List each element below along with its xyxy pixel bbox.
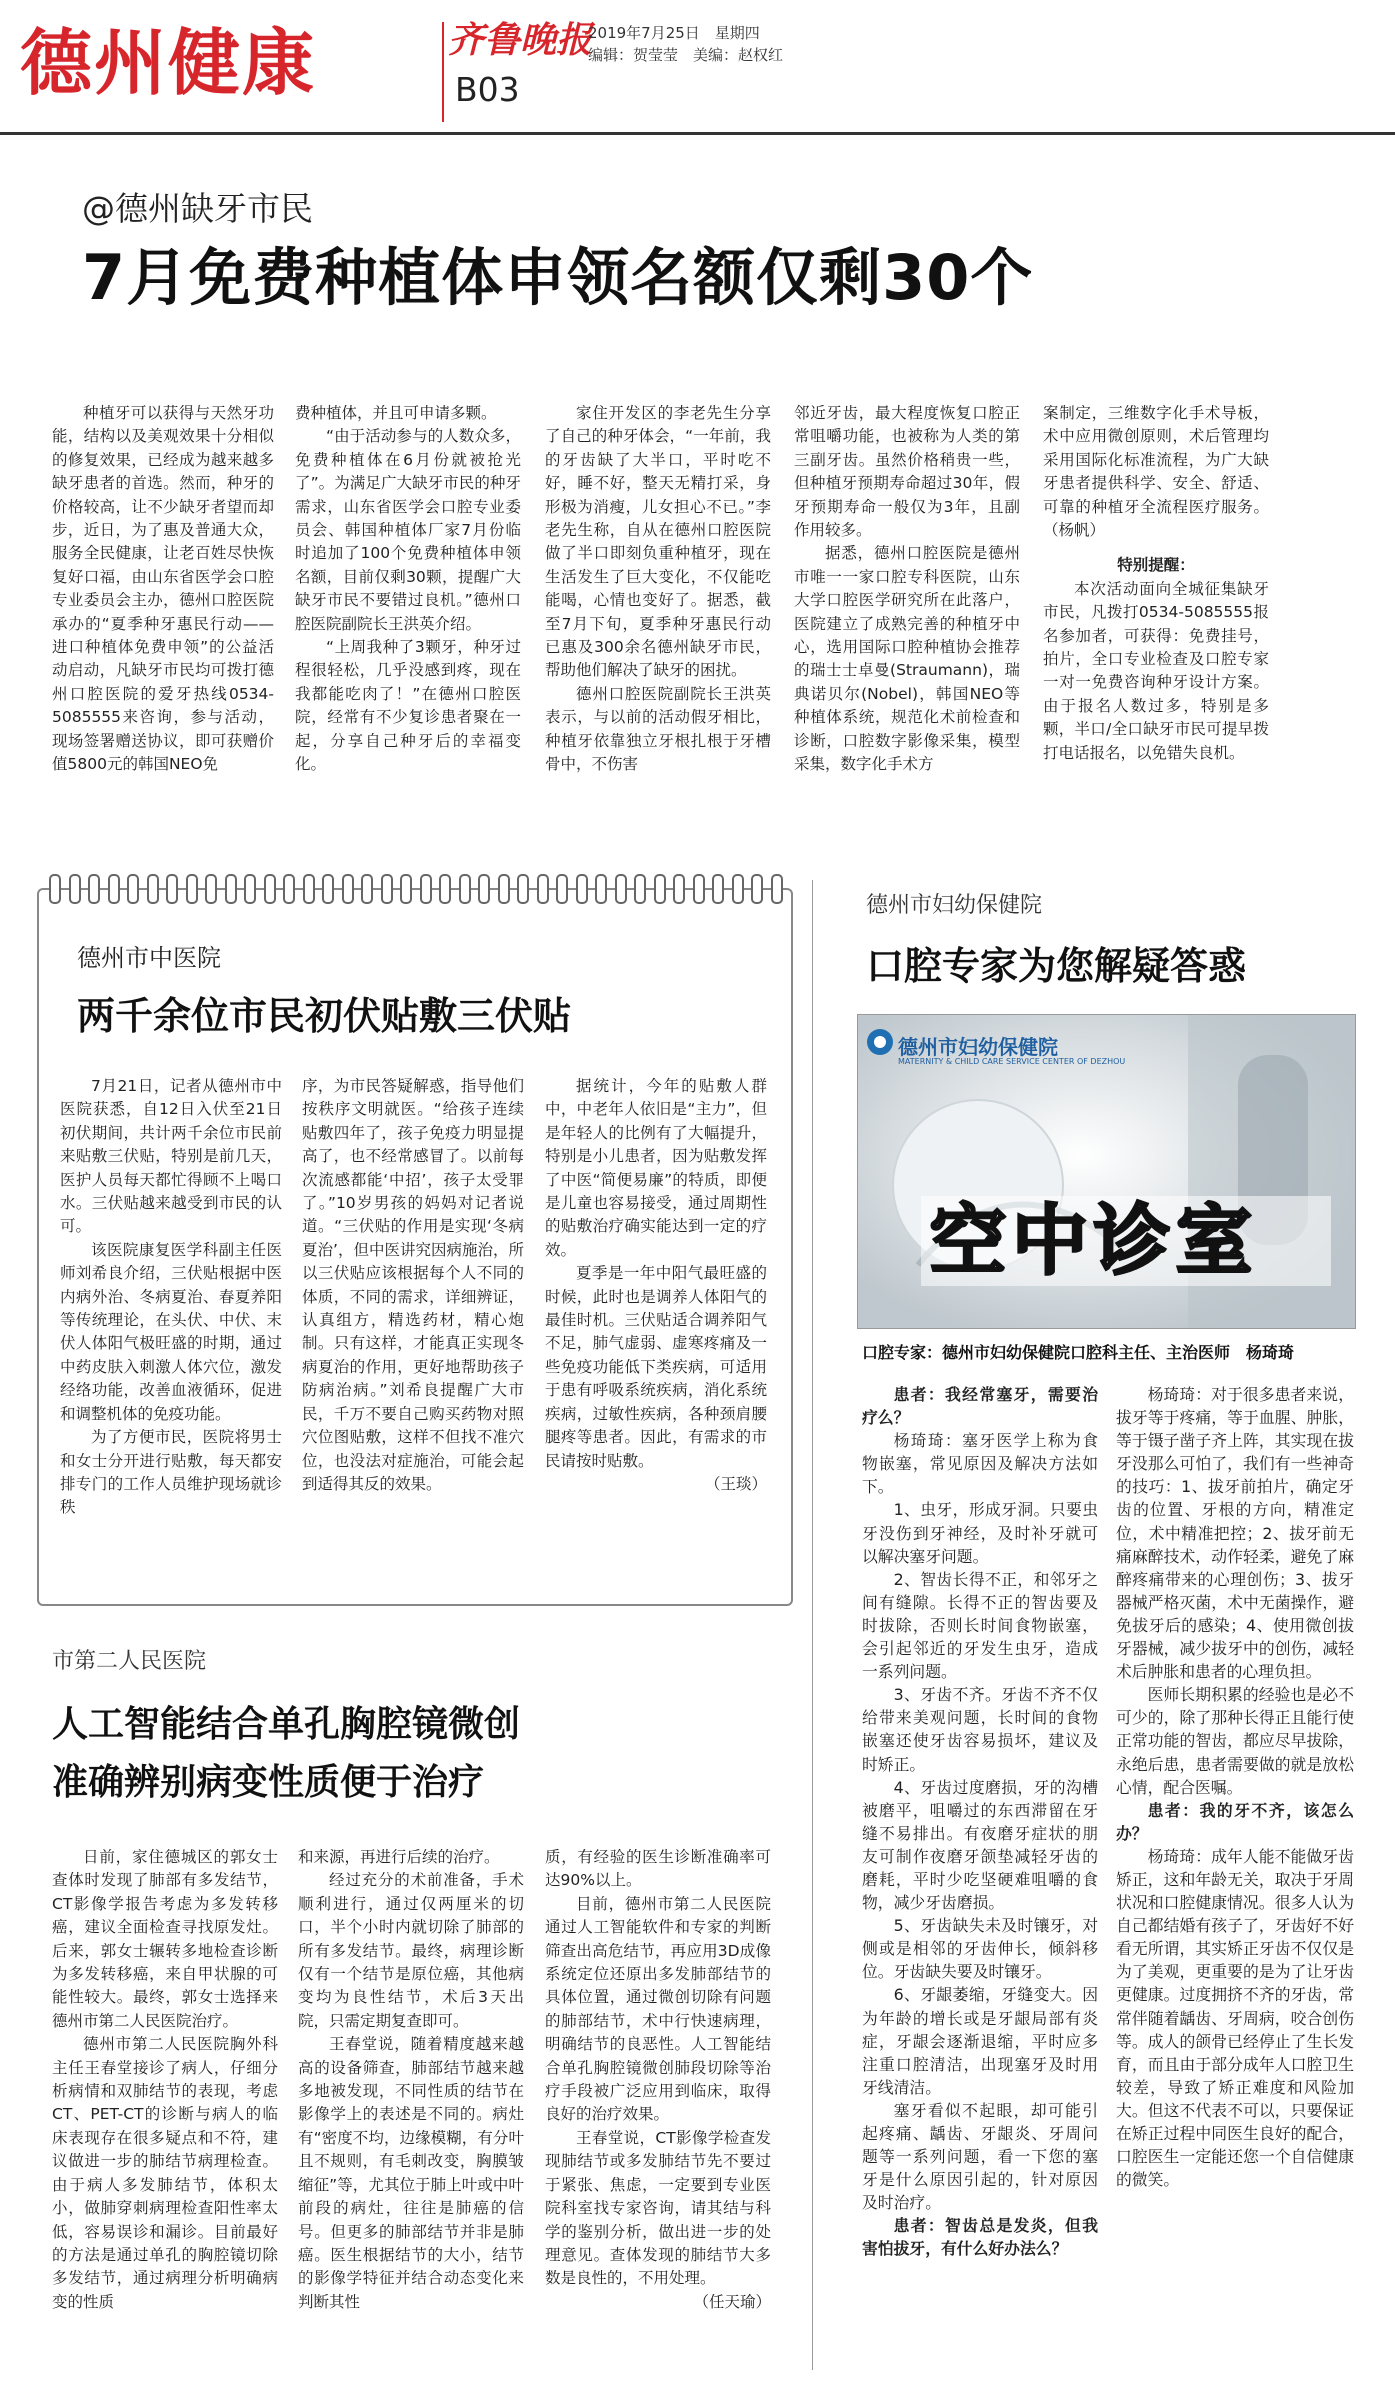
paragraph: 4、牙齿过度磨损，牙的沟槽被磨平，咀嚼过的东西滞留在牙缝不易排出。有夜磨牙症状的朋友可制作夜磨牙颌垫减轻牙齿的磨耗，平时少吃坚硬难咀嚼的食物，减少牙齿磨损。: [862, 1777, 1098, 1913]
notebook-ring: [498, 874, 510, 904]
header-rule: [0, 132, 1395, 135]
paragraph: 据悉，德州口腔医院是德州市唯一一家口腔专科医院，山东大学口腔医学研究所在此落户，医院建立了成熟完善的种植牙中心，选用国际口腔种植协会推荐的瑞士士卓曼(Straumann)，瑞典诺贝尔(Nobel)，韩国NEO等种植体系统，规范化术前检查和诊断，口腔数字影像采集，模型采集，数字化手术方: [794, 544, 1020, 774]
qa-question: 患者：我经常塞牙，需要治疗么？: [862, 1385, 1098, 1428]
article1-column-2: [295, 402, 521, 777]
notebook-ring: [283, 874, 295, 904]
article3-byline: （任天瑜）: [693, 2292, 771, 2311]
article3-headline-line2: 准确辨别病变性质便于治疗: [52, 1762, 485, 1803]
article1-column-4: [794, 402, 1020, 777]
notebook-ring: [166, 874, 178, 904]
qa-question: 患者：智齿总是发炎，但我害怕拔牙，有什么好办法么？: [862, 2216, 1098, 2259]
notebook-rings: [37, 888, 789, 908]
paragraph: 质，有经验的医生诊断准确率可达90%以上。: [545, 1848, 771, 1890]
paragraph: 经过充分的术前准备，手术顺利进行，通过仅两厘米的切口，半个小时内就切除了肺部的所有多发结节。最终，病理诊断仅有一个结节是原位癌，其他病变均为良性结节，术后3天出院，只需定期复查即可。: [298, 1871, 524, 2030]
notebook-ring: [303, 874, 315, 904]
paragraph: 种植牙可以获得与天然牙功能，结构以及美观效果十分相似的修复效果，已经成为越来越多缺牙患者的首选。然而，种牙的价格较高，让不少缺牙者望而却步，近日，为了惠及普通大众，服务全民健康，让老百姓尽快恢复好口福，由山东省医学会口腔专业委员会主办，德州口腔医院承办的“夏季种牙惠民行动——进口种植体免费申领”的公益活动启动，凡缺牙市民均可拨打德州口腔医院的爱牙热线0534-5085555来咨询，参与活动，现场签署赠送协议，即可获赠价值5800元的韩国NEO免: [52, 404, 274, 774]
article4-headline: 口腔专家为您解疑答惑: [866, 944, 1247, 988]
notebook-ring: [244, 874, 256, 904]
article4-photo-caption: 口腔专家：德州市妇幼保健院口腔科主任、主治医师 杨琦琦: [862, 1343, 1295, 1362]
hospital-logo-subtext: MATERNITY & CHILD CARE SERVICE CENTER OF DEZHOU: [898, 1057, 1126, 1066]
notebook-ring: [654, 874, 666, 904]
paragraph: 7月21日，记者从德州市中医院获悉，自12日入伏至21日初伏期间，共计两千余位市民前来贴敷三伏贴，特别是前几天，医护人员每天都忙得顾不上喝口水。三伏贴越来越受到市民的认可。: [60, 1077, 282, 1236]
paragraph: 日前，家住德城区的郭女士查体时发现了肺部有多发结节，CT影像学报告考虑为多发转移癌，建议全面检查寻找原发灶。后来，郭女士辗转多地检查诊断为多发转移癌，来自甲状腺的可能性较大。最终，郭女士选择来德州市第二人民医院治疗。: [52, 1848, 278, 2030]
article1-kicker: @德州缺牙市民: [82, 189, 313, 228]
air-clinic-banner-title: 空中诊室: [930, 1196, 1258, 1285]
notebook-ring: [615, 874, 627, 904]
notebook-ring: [693, 874, 705, 904]
paragraph: 邻近牙齿，最大程度恢复口腔正常咀嚼功能，也被称为人类的第三副牙齿。虽然价格稍贵一些，但种植牙预期寿命超过30年，假牙预期寿命一般仅为3年，且副作用较多。: [794, 404, 1020, 540]
notebook-ring: [88, 874, 100, 904]
qa-answer: 杨琦琦：对于很多患者来说，拔牙等于疼痛，等于血腥、肿胀，等于镊子凿子齐上阵，其实现在拔牙没那么可怕了，我们有一些神奇的技巧：1、拔牙前拍片，确定牙齿的位置、牙根的方向，精准定位，术中精准把控；2、拔牙前无痛麻醉技术，动作轻柔，避免了麻醉疼痛带来的心理创伤；3、拔牙器械严格灭菌，术中无菌操作，避免拔牙后的感染；4、使用微创拔牙器械，减少拔牙中的创伤，减轻术后肿胀和患者的心理负担。: [1116, 1385, 1354, 1682]
notebook-ring: [771, 874, 783, 904]
notebook-ring: [732, 874, 744, 904]
notebook-ring: [537, 874, 549, 904]
section-masthead: 德州健康: [20, 21, 317, 105]
notebook-ring: [595, 874, 607, 904]
paragraph: 5、牙齿缺失未及时镶牙，对侧或是相邻的牙齿伸长，倾斜移位。牙齿缺失要及时镶牙。: [862, 1916, 1098, 1982]
paragraph: 为了方便市民，医院将男士和女士分开进行贴敷，每天都安排专门的工作人员维护现场就诊秩: [60, 1428, 282, 1517]
notebook-ring: [439, 874, 451, 904]
editor-credits: 编辑：贺莹莹 美编：赵权红: [588, 46, 784, 64]
paragraph: 3、牙齿不齐。牙齿不齐不仅给带来美观问题，长时间的食物嵌塞还使牙齿容易损坏，建议及时矫正。: [862, 1685, 1098, 1774]
notebook-ring: [322, 874, 334, 904]
paragraph: 德州市第二人民医院胸外科主任王春堂接诊了病人，仔细分析病情和双肺结节的表现，考虑CT、PET-CT的诊断与病人的临床表现存在很多疑点和不符，建议做进一步的肺结节病理检查。由于病人多发肺结节，体积太小，做肺穿刺病理检查阳性率太低，容易误诊和漏诊。目前最好的方法是通过单孔的胸腔镜切除多发结节，通过病理分析明确病变的性质: [52, 2035, 278, 2311]
notebook-ring: [225, 874, 237, 904]
notebook-ring: [517, 874, 529, 904]
notebook-ring: [381, 874, 393, 904]
issue-date: 2019年7月25日 星期四: [588, 24, 760, 42]
notebook-ring: [49, 874, 61, 904]
special-tip-title: 特别提醒：: [1117, 556, 1195, 575]
paragraph: 该医院康复医学科副主任医师刘希良介绍，三伏贴根据中医内病外治、冬病夏治、春夏养阳等传统理论，在头伏、中伏、末伏人体阳气极旺盛的时期，通过中药皮肤入刺激人体穴位，激发经络功能，改善血液循环，促进和调整机体的免疫功能。: [60, 1240, 282, 1423]
article3-column-1: [52, 1846, 278, 2314]
paragraph: 和来源，再进行后续的治疗。: [298, 1848, 500, 1866]
page-number: B03: [455, 70, 520, 109]
notebook-ring: [673, 874, 685, 904]
article4-column-2: [1116, 1383, 1354, 2191]
article1-headline: 7月免费种植体申领名额仅剩30个: [82, 241, 1034, 314]
notebook-ring: [361, 874, 373, 904]
notebook-ring: [556, 874, 568, 904]
paragraph: “上周我种了3颗牙，种牙过程很轻松，几乎没感到疼，现在我都能吃肉了！”在德州口腔医院，经常有不少复诊患者聚在一起，分享自己种牙后的幸福变化。: [295, 638, 521, 774]
newspaper-logo: 齐鲁晚报: [448, 19, 593, 61]
notebook-ring: [400, 874, 412, 904]
paragraph: 家住开发区的李老先生分享了自己的种牙体会，“一年前，我的牙齿缺了大半口，平时吃不好，睡不好，整天无精打采，身形极为消瘦，儿女担心不已。”李老先生称，自从在德州口腔医院做了半口即刻负重种植牙，现在生活发生了巨大变化，不仅能吃能喝，心情也变好了。据悉，截至7月下旬，夏季种牙惠民行动已惠及300余名德州缺牙市民，帮助他们解决了缺牙的困扰。: [545, 404, 771, 680]
article3-column-2: [298, 1846, 524, 2314]
notebook-ring: [712, 874, 724, 904]
article1-column-3: [545, 402, 771, 777]
paragraph: 王春堂说，随着精度越来越高的设备筛查，肺部结节越来越多地被发现，不同性质的结节在影像学上的表述是不同的。病灶有“密度不均，边缘模糊，有分叶且不规则，有毛刺改变，胸膜皱缩征”等，尤其位于肺上叶或中叶前段的病灶，往往是肺癌的信号。但更多的肺部结节并非是肺癌。医生根据结节的大小，结节的影像学特征并结合动态变化来判断其性: [298, 2035, 524, 2311]
hospital-logo-text: 德州市妇幼保健院: [898, 1035, 1058, 1059]
article1-column-1: [52, 402, 274, 777]
article2-column-1: [60, 1075, 282, 1520]
article2-byline: （王琰）: [704, 1474, 767, 1493]
notebook-ring: [634, 874, 646, 904]
notebook-ring: [342, 874, 354, 904]
notebook-ring: [186, 874, 198, 904]
article3-headline-line1: 人工智能结合单孔胸腔镜微创: [52, 1704, 521, 1745]
qa-question: 患者：我的牙不齐，该怎么办？: [1116, 1800, 1354, 1843]
qa-answer: 杨琦琦：成年人能不能做牙齿矫正，这和年龄无关，取决于牙周状况和口腔健康情况。很多人认为自己都结婚有孩子了，牙齿好不好看无所谓，其实矫正牙齿不仅仅是为了美观，更重要的是为了让牙齿更健康。过度拥挤不齐的牙齿，常常伴随着龋齿、牙周病，咬合创伤等。成人的颌骨已经停止了生长发育，而且由于部分成年人口腔卫生较差，导致了矫正难度和风险加大。但这不代表不可以，只要保证在矫正过程中同医生良好的配合，口腔医生一定能还您一个自信健康的微笑。: [1116, 1846, 1354, 2190]
article3-kicker: 市第二人民医院: [52, 1649, 207, 1674]
qa-answer: 杨琦琦：塞牙医学上称为食物嵌塞，常见原因及解决方法如下。: [862, 1431, 1098, 1497]
paragraph: 塞牙看似不起眼，却可能引起疼痛、龋齿、牙龈炎、牙周问题等一系列问题，看一下您的塞牙是什么原因引起的，针对原因及时治疗。: [862, 2100, 1098, 2213]
notebook-ring: [420, 874, 432, 904]
paragraph: 医师长期积累的经验也是必不可少的，除了那种长得正且能行使正常功能的智齿，都应尽早拔除，永绝后患，患者需要做的就是放松心情，配合医嘱。: [1116, 1685, 1354, 1797]
paragraph: 案制定，三维数字化手术导板，术中应用微创原则，术后管理均采用国际化标准流程，为广大缺牙患者提供科学、安全、舒适、可靠的种植牙全流程医疗服务。（杨帆）: [1043, 404, 1269, 540]
article1-column-5: [1043, 402, 1269, 765]
column-divider: [812, 880, 813, 2370]
paragraph: 目前，德州市第二人民医院通过人工智能软件和专家的判断筛查出高危结节，再应用3D成像系统定位还原出多发肺部结节的具体位置，通过微创切除有问题的肺部结节，术中行快速病理，明确结节的良恶性。人工智能结合单孔胸腔镜微创肺段切除等治疗手段被广泛应用到临床，取得良好的治疗效果。: [545, 1894, 771, 2124]
paragraph: 王春堂说，CT影像学检查发现肺结节或多发肺结节先不要过于紧张、焦虑，一定要到专业医院科室找专家咨询，请其结与科学的鉴别分析，做出进一步的处理意见。查体发现的肺结节大多数是良性的，不用处理。: [545, 2128, 771, 2288]
paragraph: 1、虫牙，形成牙洞。只要虫牙没伤到牙神经，及时补牙就可以解决塞牙问题。: [862, 1500, 1098, 1566]
paragraph: 费种植体，并且可申请多颗。: [295, 404, 497, 422]
paragraph: 德州口腔医院副院长王洪英表示，与以前的活动假牙相比，种植牙依靠独立牙根扎根于牙槽骨中，不伤害: [545, 684, 771, 774]
paragraph: 6、牙龈萎缩，牙缝变大。因为年龄的增长或是牙龈局部有炎症，牙龈会逐渐退缩，平时应多注重口腔清洁，出现塞牙及时用牙线清洁。: [862, 1985, 1098, 2097]
article4-column-1: [862, 1383, 1098, 2261]
notebook-ring: [147, 874, 159, 904]
notebook-ring: [478, 874, 490, 904]
paragraph: “由于活动参与的人数众多，免费种植体在6月份就被抢光了”。为满足广大缺牙市民的种牙需求，山东省医学会口腔专业委员会、韩国种植体厂家7月份临时追加了100个免费种植体申领名额，目前仅剩30颗，提醒广大缺牙市民不要错过良机。”德州口腔医院副院长王洪英介绍。: [295, 427, 521, 633]
notebook-ring: [264, 874, 276, 904]
paragraph: 夏季是一年中阳气最旺盛的时候，此时也是调养人体阳气的最佳时机。三伏贴适合调养阳气不足，肺气虚弱、虚寒疼痛及一些免疫功能低下类疾病，可适用于患有呼吸系统疾病，消化系统疾病，过敏性疾病，各种颈肩腰腿疼等患者。因此，有需求的市民请按时贴敷。: [545, 1264, 767, 1470]
article3-column-3: [545, 1846, 771, 2314]
paragraph: 据统计，今年的贴敷人群中，中老年人依旧是“主力”，但是年轻人的比例有了大幅提升，特别是小儿患者，因为贴敷发挥了中医“简便易廉”的特质，即便是儿童也容易接受，通过周期性的贴敷治疗确实能达到一定的疗效。: [545, 1077, 767, 1259]
air-clinic-banner-image: [857, 1014, 1356, 1329]
header-divider: [442, 22, 444, 122]
notebook-ring: [576, 874, 588, 904]
article2-column-3: [545, 1075, 767, 1496]
notebook-ring: [108, 874, 120, 904]
article2-kicker: 德州市中医院: [77, 944, 221, 972]
article2-column-2: [302, 1075, 524, 1496]
notebook-ring: [127, 874, 139, 904]
notebook-ring: [69, 874, 81, 904]
paragraph: 序，为市民答疑解惑，指导他们按秩序文明就医。“给孩子连续贴敷四年了，孩子免疫力明显提高了，也不经常感冒了。以前每次流感都能‘中招’，孩子太受罪了。”10岁男孩的妈妈对记者说道。“三伏贴的作用是实现‘冬病夏治’，但中医讲究因病施治，所以三伏贴应该根据每个人不同的体质，不同的需求，详细辨证，认真组方，精选药材，精心炮制。只有这样，才能真正实现冬病夏治的作用，更好地帮助孩子防病治病。”刘希良提醒广大市民，千万不要自己购买药物对照穴位图贴敷，这样不但找不准穴位，也没法对症施治，可能会起到适得其反的效果。: [302, 1077, 524, 1493]
special-tip-text: 本次活动面向全城征集缺牙市民，凡拨打0534-5085555报名参加者，可获得：免费挂号，拍片，全口专业检查及口腔专家一对一免费咨询种牙设计方案。由于报名人数过多，特别是多颗，半口/全口缺牙市民可提早拨打电话报名，以免错失良机。: [1043, 579, 1269, 762]
notebook-ring: [205, 874, 217, 904]
paragraph: 2、智齿长得不正，和邻牙之间有缝隙。长得不正的智齿要及时拔除，否则长时间食物嵌塞，会引起邻近的牙发生虫牙，造成一系列问题。: [862, 1569, 1098, 1682]
notebook-ring: [751, 874, 763, 904]
article4-kicker: 德州市妇幼保健院: [866, 893, 1043, 918]
article2-headline: 两千余位市民初伏贴敷三伏贴: [77, 994, 572, 1038]
notebook-ring: [459, 874, 471, 904]
